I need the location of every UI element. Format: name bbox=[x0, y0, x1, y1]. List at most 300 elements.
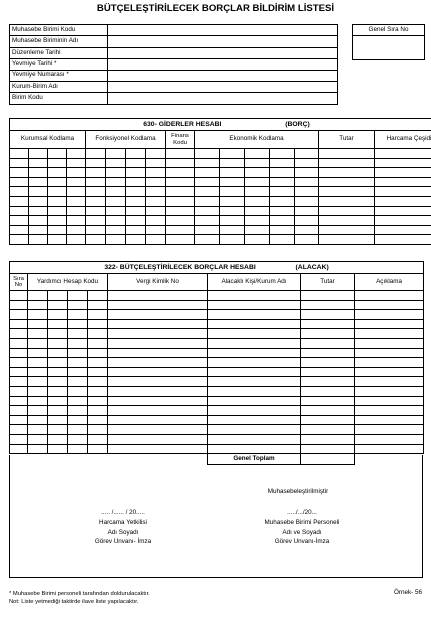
entry-cell[interactable] bbox=[375, 216, 431, 226]
entry-cell[interactable] bbox=[245, 158, 270, 168]
entry-cell[interactable] bbox=[10, 396, 28, 406]
entry-cell[interactable] bbox=[28, 396, 48, 406]
entry-cell[interactable] bbox=[28, 338, 48, 348]
entry-cell[interactable] bbox=[108, 396, 208, 406]
entry-cell[interactable] bbox=[28, 300, 48, 310]
entry-cell[interactable] bbox=[166, 235, 195, 245]
entry-cell[interactable] bbox=[68, 386, 88, 396]
entry-cell[interactable] bbox=[48, 158, 67, 168]
entry-cell[interactable] bbox=[301, 348, 355, 358]
entry-cell[interactable] bbox=[88, 386, 108, 396]
entry-cell[interactable] bbox=[245, 187, 270, 197]
entry-cell[interactable] bbox=[29, 158, 48, 168]
entry-cell[interactable] bbox=[208, 377, 301, 387]
entry-cell[interactable] bbox=[108, 358, 208, 368]
entry-cell[interactable] bbox=[106, 158, 126, 168]
entry-cell[interactable] bbox=[10, 225, 29, 235]
entry-cell[interactable] bbox=[68, 329, 88, 339]
entry-cell[interactable] bbox=[301, 300, 355, 310]
entry-cell[interactable] bbox=[166, 158, 195, 168]
entry-cell[interactable] bbox=[126, 177, 146, 187]
entry-cell[interactable] bbox=[245, 177, 270, 187]
entry-cell[interactable] bbox=[48, 367, 68, 377]
entry-cell[interactable] bbox=[88, 415, 108, 425]
entry-cell[interactable] bbox=[355, 300, 424, 310]
entry-cell[interactable] bbox=[108, 377, 208, 387]
entry-cell[interactable] bbox=[220, 216, 245, 226]
entry-cell[interactable] bbox=[195, 206, 220, 216]
entry-cell[interactable] bbox=[108, 434, 208, 444]
entry-cell[interactable] bbox=[375, 158, 431, 168]
entry-cell[interactable] bbox=[48, 235, 67, 245]
entry-cell[interactable] bbox=[146, 187, 166, 197]
entry-cell[interactable] bbox=[48, 329, 68, 339]
entry-cell[interactable] bbox=[319, 235, 375, 245]
entry-cell[interactable] bbox=[270, 187, 295, 197]
entry-cell[interactable] bbox=[355, 377, 424, 387]
entry-cell[interactable] bbox=[88, 406, 108, 416]
entry-cell[interactable] bbox=[67, 158, 86, 168]
entry-cell[interactable] bbox=[68, 367, 88, 377]
entry-cell[interactable] bbox=[48, 206, 67, 216]
entry-cell[interactable] bbox=[88, 444, 108, 454]
entry-cell[interactable] bbox=[48, 196, 67, 206]
entry-cell[interactable] bbox=[319, 168, 375, 178]
entry-cell[interactable] bbox=[355, 406, 424, 416]
entry-cell[interactable] bbox=[10, 168, 29, 178]
entry-cell[interactable] bbox=[86, 206, 106, 216]
entry-cell[interactable] bbox=[220, 177, 245, 187]
entry-cell[interactable] bbox=[106, 216, 126, 226]
entry-cell[interactable] bbox=[68, 348, 88, 358]
entry-cell[interactable] bbox=[166, 225, 195, 235]
entry-cell[interactable] bbox=[10, 291, 28, 301]
entry-cell[interactable] bbox=[301, 386, 355, 396]
entry-cell[interactable] bbox=[28, 406, 48, 416]
entry-cell[interactable] bbox=[48, 187, 67, 197]
entry-cell[interactable] bbox=[166, 177, 195, 187]
entry-cell[interactable] bbox=[28, 358, 48, 368]
entry-cell[interactable] bbox=[10, 300, 28, 310]
entry-cell[interactable] bbox=[295, 216, 319, 226]
header-field-value[interactable] bbox=[108, 81, 338, 92]
entry-cell[interactable] bbox=[86, 177, 106, 187]
entry-cell[interactable] bbox=[67, 187, 86, 197]
entry-cell[interactable] bbox=[355, 338, 424, 348]
entry-cell[interactable] bbox=[67, 149, 86, 159]
entry-cell[interactable] bbox=[108, 415, 208, 425]
entry-cell[interactable] bbox=[195, 216, 220, 226]
entry-cell[interactable] bbox=[126, 216, 146, 226]
entry-cell[interactable] bbox=[220, 225, 245, 235]
entry-cell[interactable] bbox=[48, 434, 68, 444]
entry-cell[interactable] bbox=[68, 358, 88, 368]
entry-cell[interactable] bbox=[166, 216, 195, 226]
entry-cell[interactable] bbox=[295, 149, 319, 159]
entry-cell[interactable] bbox=[68, 415, 88, 425]
entry-cell[interactable] bbox=[10, 319, 28, 329]
entry-cell[interactable] bbox=[301, 415, 355, 425]
entry-cell[interactable] bbox=[245, 216, 270, 226]
entry-cell[interactable] bbox=[88, 338, 108, 348]
entry-cell[interactable] bbox=[108, 300, 208, 310]
entry-cell[interactable] bbox=[319, 225, 375, 235]
entry-cell[interactable] bbox=[106, 206, 126, 216]
entry-cell[interactable] bbox=[195, 187, 220, 197]
entry-cell[interactable] bbox=[301, 444, 355, 454]
entry-cell[interactable] bbox=[67, 235, 86, 245]
entry-cell[interactable] bbox=[10, 425, 28, 435]
entry-cell[interactable] bbox=[10, 386, 28, 396]
entry-cell[interactable] bbox=[29, 216, 48, 226]
entry-cell[interactable] bbox=[220, 187, 245, 197]
entry-cell[interactable] bbox=[108, 386, 208, 396]
entry-cell[interactable] bbox=[28, 319, 48, 329]
entry-cell[interactable] bbox=[126, 225, 146, 235]
entry-cell[interactable] bbox=[355, 434, 424, 444]
entry-cell[interactable] bbox=[319, 149, 375, 159]
entry-cell[interactable] bbox=[86, 149, 106, 159]
entry-cell[interactable] bbox=[208, 406, 301, 416]
entry-cell[interactable] bbox=[86, 216, 106, 226]
entry-cell[interactable] bbox=[220, 206, 245, 216]
entry-cell[interactable] bbox=[106, 235, 126, 245]
entry-cell[interactable] bbox=[48, 377, 68, 387]
entry-cell[interactable] bbox=[319, 196, 375, 206]
entry-cell[interactable] bbox=[220, 196, 245, 206]
entry-cell[interactable] bbox=[375, 168, 431, 178]
entry-cell[interactable] bbox=[355, 444, 424, 454]
entry-cell[interactable] bbox=[10, 329, 28, 339]
entry-cell[interactable] bbox=[67, 206, 86, 216]
entry-cell[interactable] bbox=[48, 386, 68, 396]
entry-cell[interactable] bbox=[88, 319, 108, 329]
entry-cell[interactable] bbox=[319, 206, 375, 216]
entry-cell[interactable] bbox=[195, 168, 220, 178]
entry-cell[interactable] bbox=[301, 358, 355, 368]
entry-cell[interactable] bbox=[67, 196, 86, 206]
entry-cell[interactable] bbox=[106, 187, 126, 197]
entry-cell[interactable] bbox=[126, 235, 146, 245]
entry-cell[interactable] bbox=[88, 329, 108, 339]
entry-cell[interactable] bbox=[28, 415, 48, 425]
entry-cell[interactable] bbox=[68, 319, 88, 329]
entry-cell[interactable] bbox=[10, 187, 29, 197]
entry-cell[interactable] bbox=[301, 329, 355, 339]
header-field-value[interactable] bbox=[108, 36, 338, 47]
entry-cell[interactable] bbox=[10, 149, 29, 159]
entry-cell[interactable] bbox=[319, 177, 375, 187]
entry-cell[interactable] bbox=[68, 291, 88, 301]
entry-cell[interactable] bbox=[245, 206, 270, 216]
entry-cell[interactable] bbox=[146, 206, 166, 216]
entry-cell[interactable] bbox=[195, 225, 220, 235]
entry-cell[interactable] bbox=[301, 310, 355, 320]
entry-cell[interactable] bbox=[48, 425, 68, 435]
entry-cell[interactable] bbox=[301, 425, 355, 435]
entry-cell[interactable] bbox=[126, 149, 146, 159]
entry-cell[interactable] bbox=[208, 291, 301, 301]
entry-cell[interactable] bbox=[48, 149, 67, 159]
entry-cell[interactable] bbox=[29, 235, 48, 245]
entry-cell[interactable] bbox=[355, 425, 424, 435]
entry-cell[interactable] bbox=[319, 216, 375, 226]
entry-cell[interactable] bbox=[10, 158, 29, 168]
entry-cell[interactable] bbox=[48, 310, 68, 320]
entry-cell[interactable] bbox=[28, 329, 48, 339]
entry-cell[interactable] bbox=[29, 196, 48, 206]
entry-cell[interactable] bbox=[29, 149, 48, 159]
entry-cell[interactable] bbox=[108, 319, 208, 329]
entry-cell[interactable] bbox=[208, 319, 301, 329]
entry-cell[interactable] bbox=[48, 300, 68, 310]
entry-cell[interactable] bbox=[146, 235, 166, 245]
entry-cell[interactable] bbox=[375, 177, 431, 187]
entry-cell[interactable] bbox=[86, 196, 106, 206]
header-field-value[interactable] bbox=[108, 93, 338, 104]
entry-cell[interactable] bbox=[355, 396, 424, 406]
entry-cell[interactable] bbox=[195, 177, 220, 187]
entry-cell[interactable] bbox=[10, 338, 28, 348]
entry-cell[interactable] bbox=[10, 348, 28, 358]
header-field-value[interactable] bbox=[108, 70, 338, 81]
entry-cell[interactable] bbox=[10, 196, 29, 206]
entry-cell[interactable] bbox=[301, 396, 355, 406]
entry-cell[interactable] bbox=[355, 329, 424, 339]
entry-cell[interactable] bbox=[108, 291, 208, 301]
entry-cell[interactable] bbox=[355, 348, 424, 358]
entry-cell[interactable] bbox=[28, 348, 48, 358]
entry-cell[interactable] bbox=[295, 158, 319, 168]
entry-cell[interactable] bbox=[270, 158, 295, 168]
entry-cell[interactable] bbox=[67, 177, 86, 187]
entry-cell[interactable] bbox=[108, 338, 208, 348]
entry-cell[interactable] bbox=[319, 187, 375, 197]
entry-cell[interactable] bbox=[295, 235, 319, 245]
entry-cell[interactable] bbox=[108, 348, 208, 358]
entry-cell[interactable] bbox=[375, 235, 431, 245]
entry-cell[interactable] bbox=[48, 177, 67, 187]
entry-cell[interactable] bbox=[29, 187, 48, 197]
entry-cell[interactable] bbox=[10, 358, 28, 368]
header-field-value[interactable] bbox=[108, 47, 338, 58]
entry-cell[interactable] bbox=[28, 367, 48, 377]
entry-cell[interactable] bbox=[301, 319, 355, 329]
entry-cell[interactable] bbox=[106, 196, 126, 206]
entry-cell[interactable] bbox=[29, 225, 48, 235]
entry-cell[interactable] bbox=[48, 444, 68, 454]
entry-cell[interactable] bbox=[106, 149, 126, 159]
entry-cell[interactable] bbox=[146, 216, 166, 226]
entry-cell[interactable] bbox=[48, 406, 68, 416]
entry-cell[interactable] bbox=[166, 206, 195, 216]
entry-cell[interactable] bbox=[88, 310, 108, 320]
entry-cell[interactable] bbox=[48, 415, 68, 425]
entry-cell[interactable] bbox=[270, 235, 295, 245]
entry-cell[interactable] bbox=[68, 338, 88, 348]
entry-cell[interactable] bbox=[355, 386, 424, 396]
entry-cell[interactable] bbox=[220, 149, 245, 159]
entry-cell[interactable] bbox=[108, 444, 208, 454]
entry-cell[interactable] bbox=[295, 177, 319, 187]
entry-cell[interactable] bbox=[68, 406, 88, 416]
entry-cell[interactable] bbox=[355, 291, 424, 301]
entry-cell[interactable] bbox=[67, 225, 86, 235]
entry-cell[interactable] bbox=[146, 196, 166, 206]
entry-cell[interactable] bbox=[48, 338, 68, 348]
entry-cell[interactable] bbox=[245, 196, 270, 206]
entry-cell[interactable] bbox=[355, 358, 424, 368]
entry-cell[interactable] bbox=[48, 168, 67, 178]
entry-cell[interactable] bbox=[319, 158, 375, 168]
entry-cell[interactable] bbox=[88, 367, 108, 377]
entry-cell[interactable] bbox=[208, 444, 301, 454]
entry-cell[interactable] bbox=[10, 216, 29, 226]
entry-cell[interactable] bbox=[108, 425, 208, 435]
entry-cell[interactable] bbox=[10, 206, 29, 216]
entry-cell[interactable] bbox=[67, 168, 86, 178]
genel-sira-no-box[interactable] bbox=[352, 24, 425, 60]
entry-cell[interactable] bbox=[208, 348, 301, 358]
entry-cell[interactable] bbox=[166, 168, 195, 178]
entry-cell[interactable] bbox=[108, 406, 208, 416]
entry-cell[interactable] bbox=[245, 225, 270, 235]
entry-cell[interactable] bbox=[28, 291, 48, 301]
entry-cell[interactable] bbox=[245, 149, 270, 159]
entry-cell[interactable] bbox=[28, 425, 48, 435]
entry-cell[interactable] bbox=[270, 225, 295, 235]
entry-cell[interactable] bbox=[146, 149, 166, 159]
entry-cell[interactable] bbox=[48, 396, 68, 406]
entry-cell[interactable] bbox=[88, 377, 108, 387]
entry-cell[interactable] bbox=[146, 158, 166, 168]
entry-cell[interactable] bbox=[88, 396, 108, 406]
entry-cell[interactable] bbox=[88, 300, 108, 310]
entry-cell[interactable] bbox=[270, 149, 295, 159]
entry-cell[interactable] bbox=[195, 235, 220, 245]
entry-cell[interactable] bbox=[195, 158, 220, 168]
entry-cell[interactable] bbox=[68, 300, 88, 310]
entry-cell[interactable] bbox=[68, 425, 88, 435]
entry-cell[interactable] bbox=[48, 319, 68, 329]
entry-cell[interactable] bbox=[301, 367, 355, 377]
entry-cell[interactable] bbox=[10, 235, 29, 245]
entry-cell[interactable] bbox=[68, 444, 88, 454]
entry-cell[interactable] bbox=[28, 444, 48, 454]
entry-cell[interactable] bbox=[28, 434, 48, 444]
entry-cell[interactable] bbox=[270, 168, 295, 178]
entry-cell[interactable] bbox=[126, 168, 146, 178]
entry-cell[interactable] bbox=[245, 168, 270, 178]
entry-cell[interactable] bbox=[48, 291, 68, 301]
entry-cell[interactable] bbox=[375, 196, 431, 206]
entry-cell[interactable] bbox=[208, 415, 301, 425]
entry-cell[interactable] bbox=[301, 406, 355, 416]
entry-cell[interactable] bbox=[126, 158, 146, 168]
entry-cell[interactable] bbox=[67, 216, 86, 226]
entry-cell[interactable] bbox=[208, 425, 301, 435]
header-field-value[interactable] bbox=[108, 59, 338, 70]
entry-cell[interactable] bbox=[10, 310, 28, 320]
entry-cell[interactable] bbox=[355, 319, 424, 329]
entry-cell[interactable] bbox=[270, 206, 295, 216]
entry-cell[interactable] bbox=[375, 206, 431, 216]
entry-cell[interactable] bbox=[106, 177, 126, 187]
entry-cell[interactable] bbox=[126, 206, 146, 216]
entry-cell[interactable] bbox=[195, 196, 220, 206]
entry-cell[interactable] bbox=[68, 310, 88, 320]
entry-cell[interactable] bbox=[108, 310, 208, 320]
entry-cell[interactable] bbox=[220, 168, 245, 178]
entry-cell[interactable] bbox=[28, 377, 48, 387]
entry-cell[interactable] bbox=[270, 216, 295, 226]
entry-cell[interactable] bbox=[208, 386, 301, 396]
entry-cell[interactable] bbox=[208, 358, 301, 368]
entry-cell[interactable] bbox=[301, 434, 355, 444]
entry-cell[interactable] bbox=[10, 434, 28, 444]
entry-cell[interactable] bbox=[10, 406, 28, 416]
entry-cell[interactable] bbox=[295, 206, 319, 216]
entry-cell[interactable] bbox=[220, 235, 245, 245]
entry-cell[interactable] bbox=[301, 291, 355, 301]
entry-cell[interactable] bbox=[28, 386, 48, 396]
entry-cell[interactable] bbox=[355, 310, 424, 320]
entry-cell[interactable] bbox=[146, 168, 166, 178]
entry-cell[interactable] bbox=[208, 310, 301, 320]
entry-cell[interactable] bbox=[355, 367, 424, 377]
entry-cell[interactable] bbox=[375, 149, 431, 159]
entry-cell[interactable] bbox=[86, 158, 106, 168]
entry-cell[interactable] bbox=[10, 177, 29, 187]
entry-cell[interactable] bbox=[86, 225, 106, 235]
entry-cell[interactable] bbox=[108, 329, 208, 339]
entry-cell[interactable] bbox=[29, 206, 48, 216]
entry-cell[interactable] bbox=[48, 348, 68, 358]
entry-cell[interactable] bbox=[126, 196, 146, 206]
entry-cell[interactable] bbox=[48, 358, 68, 368]
entry-cell[interactable] bbox=[208, 434, 301, 444]
entry-cell[interactable] bbox=[301, 377, 355, 387]
entry-cell[interactable] bbox=[208, 367, 301, 377]
entry-cell[interactable] bbox=[88, 358, 108, 368]
entry-cell[interactable] bbox=[10, 367, 28, 377]
entry-cell[interactable] bbox=[86, 235, 106, 245]
entry-cell[interactable] bbox=[68, 396, 88, 406]
entry-cell[interactable] bbox=[375, 187, 431, 197]
entry-cell[interactable] bbox=[126, 187, 146, 197]
entry-cell[interactable] bbox=[245, 235, 270, 245]
entry-cell[interactable] bbox=[208, 396, 301, 406]
entry-cell[interactable] bbox=[86, 187, 106, 197]
entry-cell[interactable] bbox=[195, 149, 220, 159]
entry-cell[interactable] bbox=[146, 177, 166, 187]
entry-cell[interactable] bbox=[88, 348, 108, 358]
entry-cell[interactable] bbox=[166, 149, 195, 159]
entry-cell[interactable] bbox=[10, 444, 28, 454]
entry-cell[interactable] bbox=[68, 377, 88, 387]
entry-cell[interactable] bbox=[270, 196, 295, 206]
entry-cell[interactable] bbox=[295, 168, 319, 178]
entry-cell[interactable] bbox=[88, 291, 108, 301]
entry-cell[interactable] bbox=[295, 225, 319, 235]
entry-cell[interactable] bbox=[10, 377, 28, 387]
entry-cell[interactable] bbox=[48, 225, 67, 235]
entry-cell[interactable] bbox=[106, 168, 126, 178]
entry-cell[interactable] bbox=[29, 177, 48, 187]
entry-cell[interactable] bbox=[166, 187, 195, 197]
entry-cell[interactable] bbox=[28, 310, 48, 320]
entry-cell[interactable] bbox=[48, 216, 67, 226]
